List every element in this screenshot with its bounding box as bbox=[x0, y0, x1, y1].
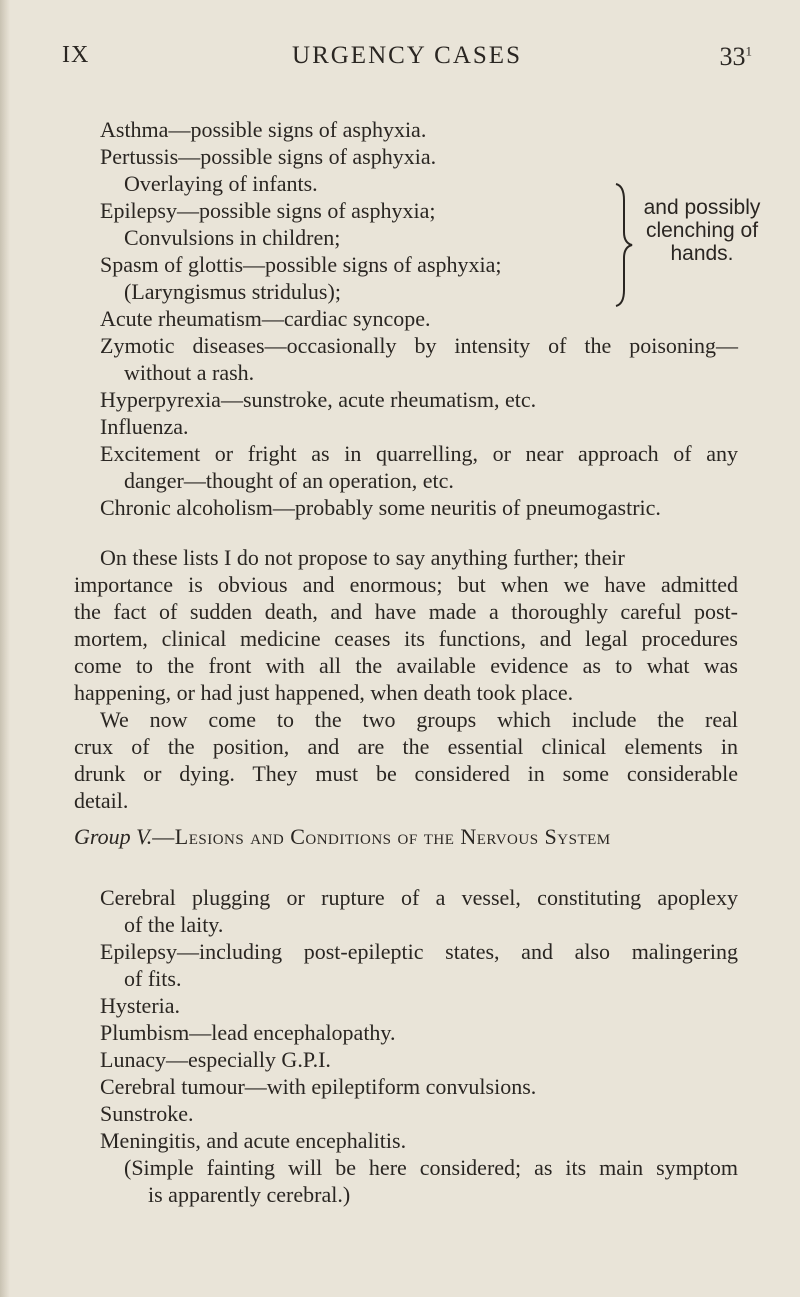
running-header bbox=[62, 42, 752, 82]
list-item: without a rash. bbox=[124, 360, 255, 385]
list-item: Overlaying of infants. bbox=[124, 171, 318, 196]
list-item: is apparently cerebral.) bbox=[148, 1182, 351, 1207]
list-item: danger—thought of an operation, etc. bbox=[124, 468, 454, 493]
list-item: Cerebral tumour—with epileptiform convulsions. bbox=[100, 1074, 537, 1099]
paragraph-line: importance is obvious and enormous; but when we have admitted bbox=[74, 572, 738, 597]
group-label: Group V. bbox=[74, 824, 153, 849]
list-item: (Simple fainting will be here considered; as its main symptom bbox=[124, 1155, 738, 1180]
paragraph-line: mortem, clinical medicine ceases its functions, and legal procedures bbox=[74, 626, 738, 651]
paragraph-line: the fact of sudden death, and have made a thoroughly careful post- bbox=[74, 599, 738, 624]
running-title: URGENCY CASES bbox=[292, 42, 522, 69]
brace-note: and possibly clenching of hands. bbox=[643, 196, 761, 265]
right-brace-icon bbox=[612, 180, 638, 310]
list-item: Epilepsy—including post-epileptic states, and also malingering bbox=[100, 939, 738, 964]
list-item: Lunacy—especially G.P.I. bbox=[100, 1047, 331, 1072]
list-item: Acute rheumatism—cardiac syncope. bbox=[100, 306, 431, 331]
list-item: Convulsions in children; bbox=[124, 225, 341, 250]
paragraph-line: We now come to the two groups which include the real bbox=[100, 707, 738, 732]
list-item: Cerebral plugging or rupture of a vessel, constituting apoplexy bbox=[100, 885, 738, 910]
list-item: Zymotic diseases—occasionally by intensity of the poisoning— bbox=[100, 333, 738, 358]
paragraph-line: come to the front with all the available evidence as to what was bbox=[74, 653, 738, 678]
list-item: Plumbism—lead encephalopathy. bbox=[100, 1020, 396, 1045]
book-spine-shadow bbox=[0, 0, 10, 1297]
list-item: of the laity. bbox=[124, 912, 224, 937]
list-item: Influenza. bbox=[100, 414, 189, 439]
list-item: Meningitis, and acute encephalitis. bbox=[100, 1128, 407, 1153]
chapter-number: IX bbox=[62, 42, 90, 68]
page-number: $33^1$ bbox=[719, 42, 752, 71]
list-item: Epilepsy—possible signs of asphyxia; bbox=[100, 198, 436, 223]
list-item: Spasm of glottis—possible signs of asphyxia; bbox=[100, 252, 502, 277]
paragraph-line: drunk or dying. They must be considered in some considerable bbox=[74, 761, 738, 786]
list-item: of fits. bbox=[124, 966, 182, 991]
group-heading bbox=[74, 823, 611, 851]
paragraph-line: detail. bbox=[74, 788, 129, 813]
paragraph-line: happening, or had just happened, when death took place. bbox=[74, 680, 574, 705]
list-item: Excitement or fright as in quarrelling, or near approach of any bbox=[100, 441, 738, 466]
list-item: (Laryngismus stridulus); bbox=[124, 279, 341, 304]
list-item: Sunstroke. bbox=[100, 1101, 194, 1126]
list-item: Asthma—possible signs of asphyxia. bbox=[100, 117, 427, 142]
list-item: Hyperpyrexia—sunstroke, acute rheumatism, etc. bbox=[100, 387, 537, 412]
paragraph-line: On these lists I do not propose to say anything further; their bbox=[100, 545, 625, 570]
list-item: Hysteria. bbox=[100, 993, 181, 1018]
group-title: —Lesions and Conditions of the Nervous System bbox=[152, 824, 611, 849]
paragraph-line: crux of the position, and are the essential clinical elements in bbox=[74, 734, 738, 759]
list-item: Chronic alcoholism—probably some neuritis of pneumogastric. bbox=[100, 495, 661, 520]
list-item: Pertussis—possible signs of asphyxia. bbox=[100, 144, 437, 169]
